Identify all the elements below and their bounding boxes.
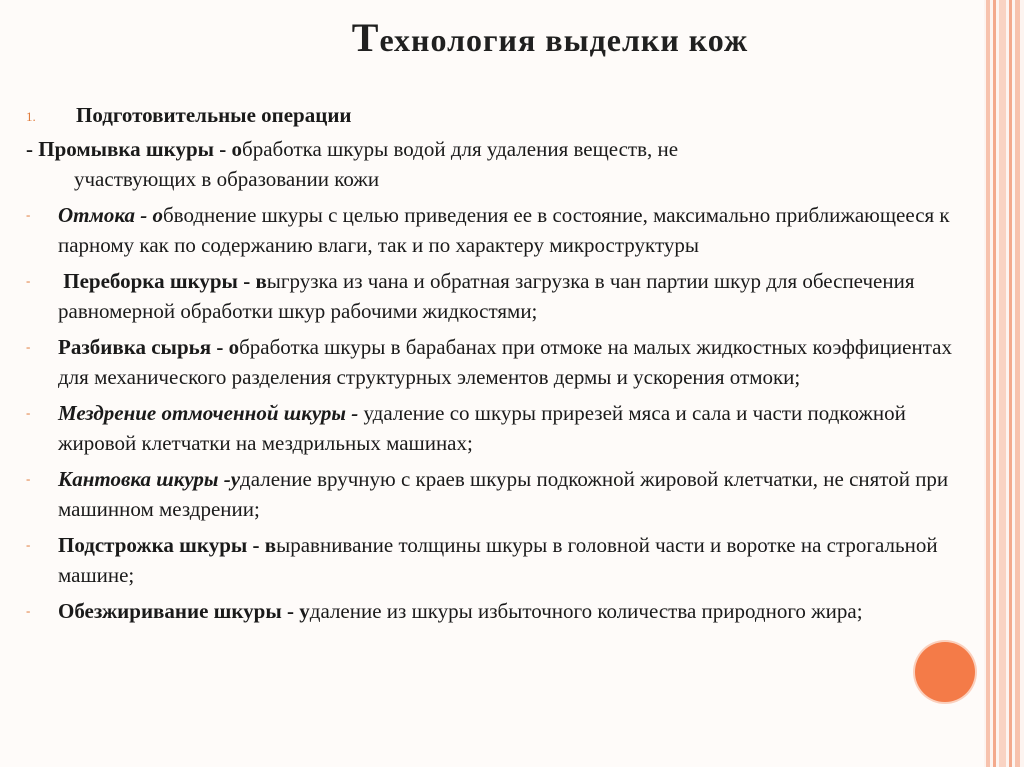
list-item bbox=[26, 530, 976, 590]
list-item bbox=[26, 200, 976, 260]
item-term: Обезжиривание шкуры - у bbox=[58, 599, 310, 623]
list-item bbox=[26, 332, 976, 392]
item-text: ыравнивание толщины шкуры в головной части и воротке на строгальной машине; bbox=[58, 533, 938, 587]
item-text: ыгрузка из чана и обратная загрузка в чан партии шкур для обеспечения равномерной обработки шкур рабочими жидкостями; bbox=[58, 269, 915, 323]
bullet-dash: - bbox=[26, 339, 31, 354]
item-text-continued: участвующих в образовании кожи bbox=[74, 167, 380, 191]
list-item bbox=[26, 134, 976, 194]
item-text: бводнение шкуры с целью приведения ее в состояние, максимально приближающееся к парному как по содержанию влаги, так и по характеру микроструктуры bbox=[58, 203, 950, 257]
decorative-circle bbox=[915, 642, 975, 702]
bullet-dash: - bbox=[26, 471, 31, 486]
list-item bbox=[26, 596, 976, 626]
item-term: Кантовка шкуры -у bbox=[58, 467, 241, 491]
section-number: 1. bbox=[26, 109, 36, 124]
slide-title: Технология выделки кож bbox=[351, 15, 749, 60]
list-item bbox=[26, 398, 976, 458]
bullet-dash: - bbox=[26, 603, 31, 618]
item-text: даление вручную с краев шкуры подкожной жировой клетчатки, не снятой при машинном мездрении; bbox=[58, 467, 949, 521]
item-term: - Промывка шкуры - о bbox=[26, 137, 243, 161]
item-term: Переборка шкуры - в bbox=[58, 269, 267, 293]
item-term: Отмока - о bbox=[58, 203, 163, 227]
bullet-dash: - bbox=[26, 273, 31, 288]
slide-content bbox=[26, 100, 976, 632]
bullet-dash: - bbox=[26, 537, 31, 552]
item-term: Разбивка сырья - о bbox=[58, 335, 240, 359]
item-term: Мездрение отмоченной шкуры - bbox=[58, 401, 364, 425]
item-text: бработка шкуры водой для удаления веществ, не bbox=[242, 137, 679, 161]
item-term: Подстрожка шкуры - в bbox=[58, 533, 277, 557]
list-item bbox=[26, 266, 976, 326]
bullet-dash: - bbox=[26, 207, 31, 222]
list-item bbox=[26, 464, 976, 524]
bullet-dash: - bbox=[26, 405, 31, 420]
item-text: бработка шкуры в барабанах при отмоке на малых жидкостных коэффициентах для механического разделения структурных элементов дермы и ускорения отмоки; bbox=[58, 335, 952, 389]
item-text: даление из шкуры избыточного количества природного жира; bbox=[309, 599, 863, 623]
item-text: удаление со шкуры прирезей мяса и сала и части подкожной жировой клетчатки на мездрильных машинах; bbox=[58, 401, 906, 455]
section-heading-text: Подготовительные операции bbox=[76, 103, 352, 127]
decorative-stripes bbox=[984, 0, 1024, 767]
section-heading bbox=[26, 100, 976, 130]
